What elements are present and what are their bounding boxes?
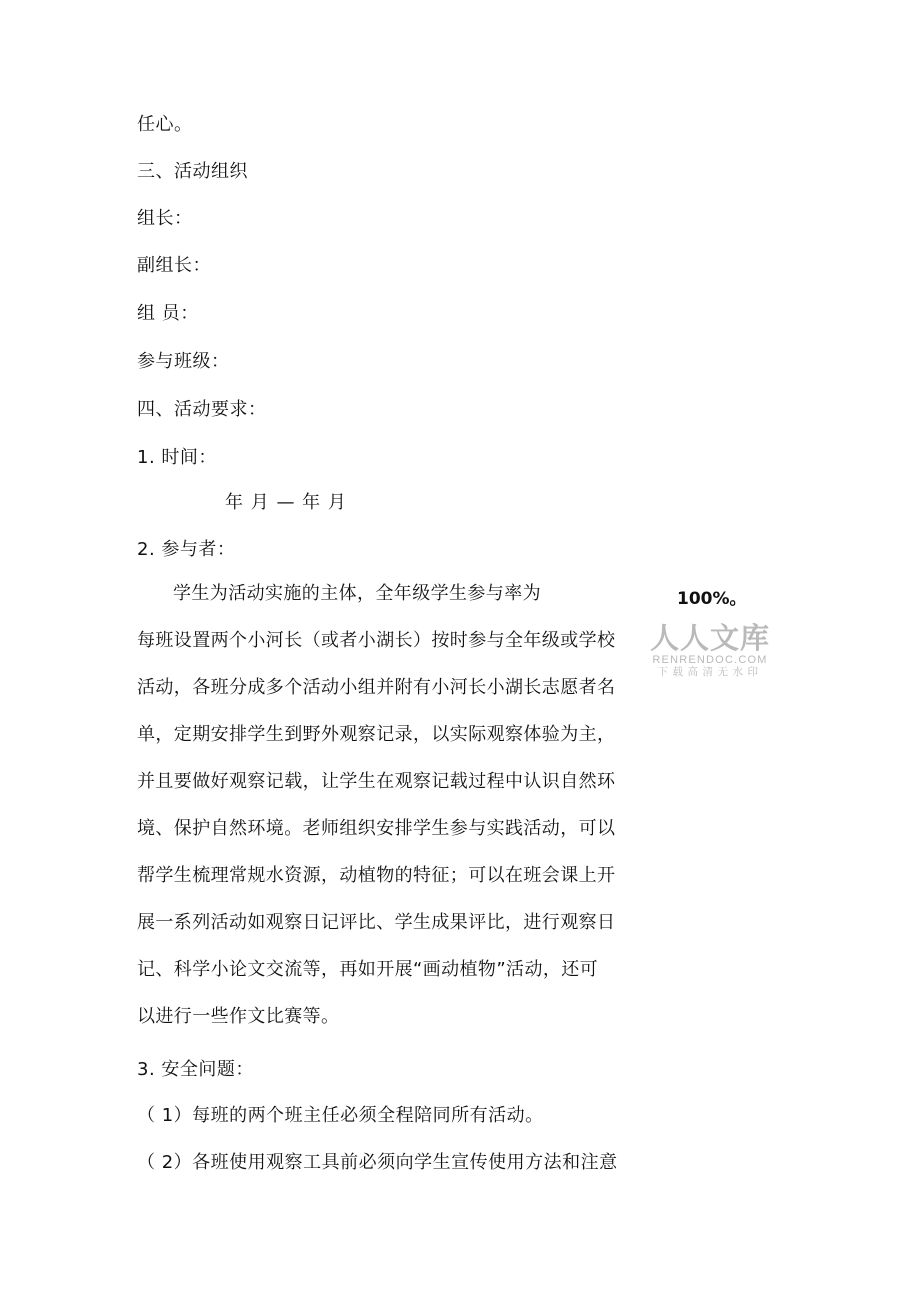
section-heading: 四、活动要求： xyxy=(137,399,267,420)
item-safety: 3. 安全问题： xyxy=(137,1059,254,1080)
paragraph-line: 以进行一些作文比赛等。 xyxy=(137,1006,340,1027)
paragraph-line: 每班设置两个小河长（或者小湖长）按时参与全年级或学校 xyxy=(137,630,616,651)
paragraph-line: 单，定期安排学生到野外观察记录，以实际观察体验为主， xyxy=(137,724,616,745)
participants-paragraph xyxy=(137,570,647,1040)
paragraph-line: 学生为活动实施的主体，全年级学生参与率为 xyxy=(173,583,541,604)
paragraph-line: 展一系列活动如观察日记评比、学生成果评比，进行观察日 xyxy=(137,912,616,933)
field-deputy-leader: 副组长： xyxy=(137,255,211,276)
date-range: 年 月 — 年 月 xyxy=(225,492,347,513)
watermark-title: 人人文库 xyxy=(649,621,770,655)
field-leader: 组长： xyxy=(137,208,193,229)
paragraph-line: 帮学生梳理常规水资源，动植物的特征；可以在班会课上开 xyxy=(137,865,616,886)
safety-rule-2: （ 2）各班使用观察工具前必须向学生宣传使用方法和注意 xyxy=(137,1152,618,1173)
watermark-url: RENRENDOC.COM xyxy=(652,654,768,666)
field-members: 组 员： xyxy=(137,303,199,324)
participation-rate: 100%。 xyxy=(677,589,747,609)
item-participants: 2. 参与者： xyxy=(137,539,236,560)
text-line: 任心。 xyxy=(137,114,193,135)
paragraph-line: 并且要做好观察记载，让学生在观察记载过程中认识自然环 xyxy=(137,771,616,792)
watermark-logo xyxy=(646,622,774,678)
paragraph-line: 记、科学小论文交流等，再如开展“画动植物”活动，还可 xyxy=(137,959,599,980)
field-classes: 参与班级： xyxy=(137,351,230,372)
section-heading: 三、活动组织 xyxy=(137,161,248,182)
safety-rule-1: （ 1）每班的两个班主任必须全程陪同所有活动。 xyxy=(137,1105,544,1126)
item-time: 1. 时间： xyxy=(137,447,217,468)
watermark-subtitle: 下载高清无水印 xyxy=(657,666,763,678)
paragraph-line: 活动，各班分成多个活动小组并附有小河长小湖长志愿者名 xyxy=(137,677,616,698)
paragraph-line: 境、保护自然环境。老师组织安排学生参与实践活动，可以 xyxy=(137,818,616,839)
